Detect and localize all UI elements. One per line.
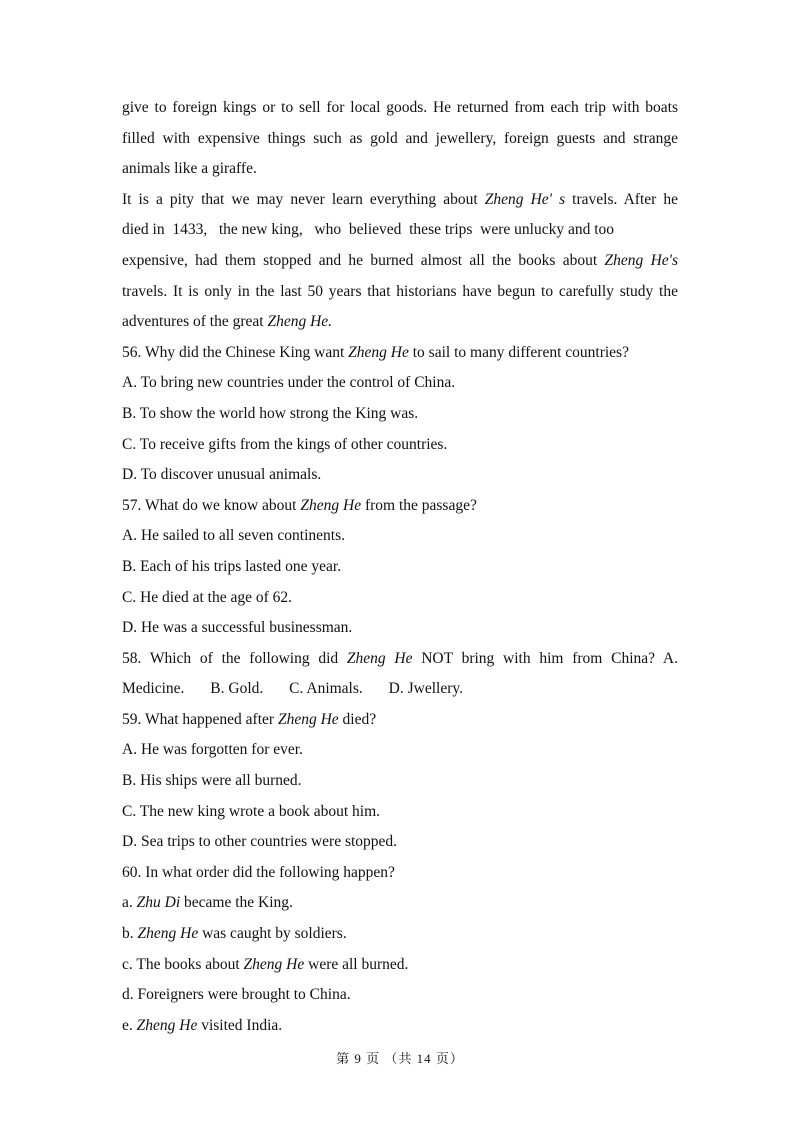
text-run: NOT bring with him from China? A. bbox=[412, 649, 678, 667]
question-60-event-c bbox=[122, 950, 678, 981]
passage-line bbox=[122, 246, 678, 277]
text-run: adventures of the great bbox=[122, 313, 268, 331]
text-run: from the passage? bbox=[361, 496, 477, 514]
question-59-option-b: B. His ships were all burned. bbox=[122, 772, 302, 790]
text-run: were all burned. bbox=[304, 955, 409, 973]
text-run: became the King. bbox=[180, 894, 293, 912]
question-57-option-d: D. He was a successful businessman. bbox=[122, 619, 353, 637]
person-name: Zheng He. bbox=[267, 313, 333, 331]
question-58-option-a: Medicine. bbox=[122, 680, 185, 698]
question-56-option-d: D. To discover unusual animals. bbox=[122, 466, 322, 484]
question-57-option-b: B. Each of his trips lasted one year. bbox=[122, 557, 342, 575]
person-name: Zheng He bbox=[300, 496, 362, 514]
text-run: c. The books about bbox=[122, 955, 244, 973]
question-57-option-a: A. He sailed to all seven continents. bbox=[122, 527, 345, 545]
question-57-option-c: C. He died at the age of 62. bbox=[122, 588, 293, 606]
question-58-option-d: D. Jwellery. bbox=[388, 680, 463, 698]
question-59-option-a: A. He was forgotten for ever. bbox=[122, 741, 303, 759]
question-58-option-b: B. Gold. bbox=[210, 680, 264, 698]
passage-line: animals like a giraffe. bbox=[122, 160, 257, 178]
text-run: visited India. bbox=[197, 1016, 283, 1034]
passage-line bbox=[122, 185, 678, 216]
person-name: Zheng He' s bbox=[484, 190, 566, 208]
person-name: Zhu Di bbox=[136, 894, 181, 912]
text-run: was caught by soldiers. bbox=[198, 925, 347, 943]
person-name: Zheng He bbox=[243, 955, 305, 973]
page-content bbox=[122, 93, 678, 1041]
person-name: Zheng He bbox=[346, 649, 413, 667]
question-57-stem bbox=[122, 491, 678, 522]
text-run: b. bbox=[122, 925, 138, 943]
question-56-option-b: B. To show the world how strong the King was. bbox=[122, 404, 419, 422]
text-run: 58. Which of the following did bbox=[122, 649, 347, 667]
person-name: Zheng He bbox=[137, 925, 199, 943]
text-run: to sail to many different countries? bbox=[408, 343, 629, 361]
text-run: It is a pity that we may never learn everything about bbox=[122, 190, 485, 208]
question-60-event-a bbox=[122, 888, 678, 919]
question-59-stem bbox=[122, 705, 678, 736]
question-59-option-d: D. Sea trips to other countries were stopped. bbox=[122, 833, 398, 851]
text-run: 56. Why did the Chinese King want bbox=[122, 343, 349, 361]
passage-line bbox=[122, 307, 678, 338]
question-56-stem bbox=[122, 338, 678, 369]
question-60-stem: 60. In what order did the following happen? bbox=[122, 863, 395, 881]
question-58-option-c: C. Animals. bbox=[289, 680, 363, 698]
text-run: a. bbox=[122, 894, 137, 912]
person-name: Zheng He's bbox=[604, 251, 678, 269]
page-number-footer: 第 9 页 （共 14 页） bbox=[336, 1051, 464, 1066]
text-run: expensive, had them stopped and he burned almost all the books about bbox=[122, 251, 605, 269]
person-name: Zheng He bbox=[277, 710, 339, 728]
question-60-event-e bbox=[122, 1011, 678, 1042]
text-run: d. Foreigners were brought to China. bbox=[122, 986, 351, 1004]
passage-line: travels. It is only in the last 50 years that historians have begun to carefully study the bbox=[122, 282, 678, 300]
passage-line: give to foreign kings or to sell for local goods. He returned from each trip with boats bbox=[122, 99, 678, 116]
text-run: travels. After he bbox=[565, 190, 679, 208]
text-run: died? bbox=[338, 710, 377, 728]
text-run: 57. What do we know about bbox=[122, 496, 301, 514]
question-58-stem bbox=[122, 644, 678, 675]
question-60-event-d bbox=[122, 980, 678, 1011]
question-56-option-c: C. To receive gifts from the kings of other countries. bbox=[122, 435, 448, 453]
question-58-options bbox=[122, 674, 678, 705]
text-run: 59. What happened after bbox=[122, 710, 278, 728]
passage-line: died in 1433, the new king, who believed these trips were unlucky and too bbox=[122, 221, 615, 239]
question-59-option-c: C. The new king wrote a book about him. bbox=[122, 802, 381, 820]
question-60-event-b bbox=[122, 919, 678, 950]
question-56-option-a: A. To bring new countries under the control of China. bbox=[122, 374, 456, 392]
text-run: e. bbox=[122, 1016, 137, 1034]
person-name: Zheng He bbox=[136, 1016, 198, 1034]
passage-line: filled with expensive things such as gold and jewellery, foreign guests and strange bbox=[122, 129, 678, 147]
person-name: Zheng He bbox=[348, 343, 409, 361]
